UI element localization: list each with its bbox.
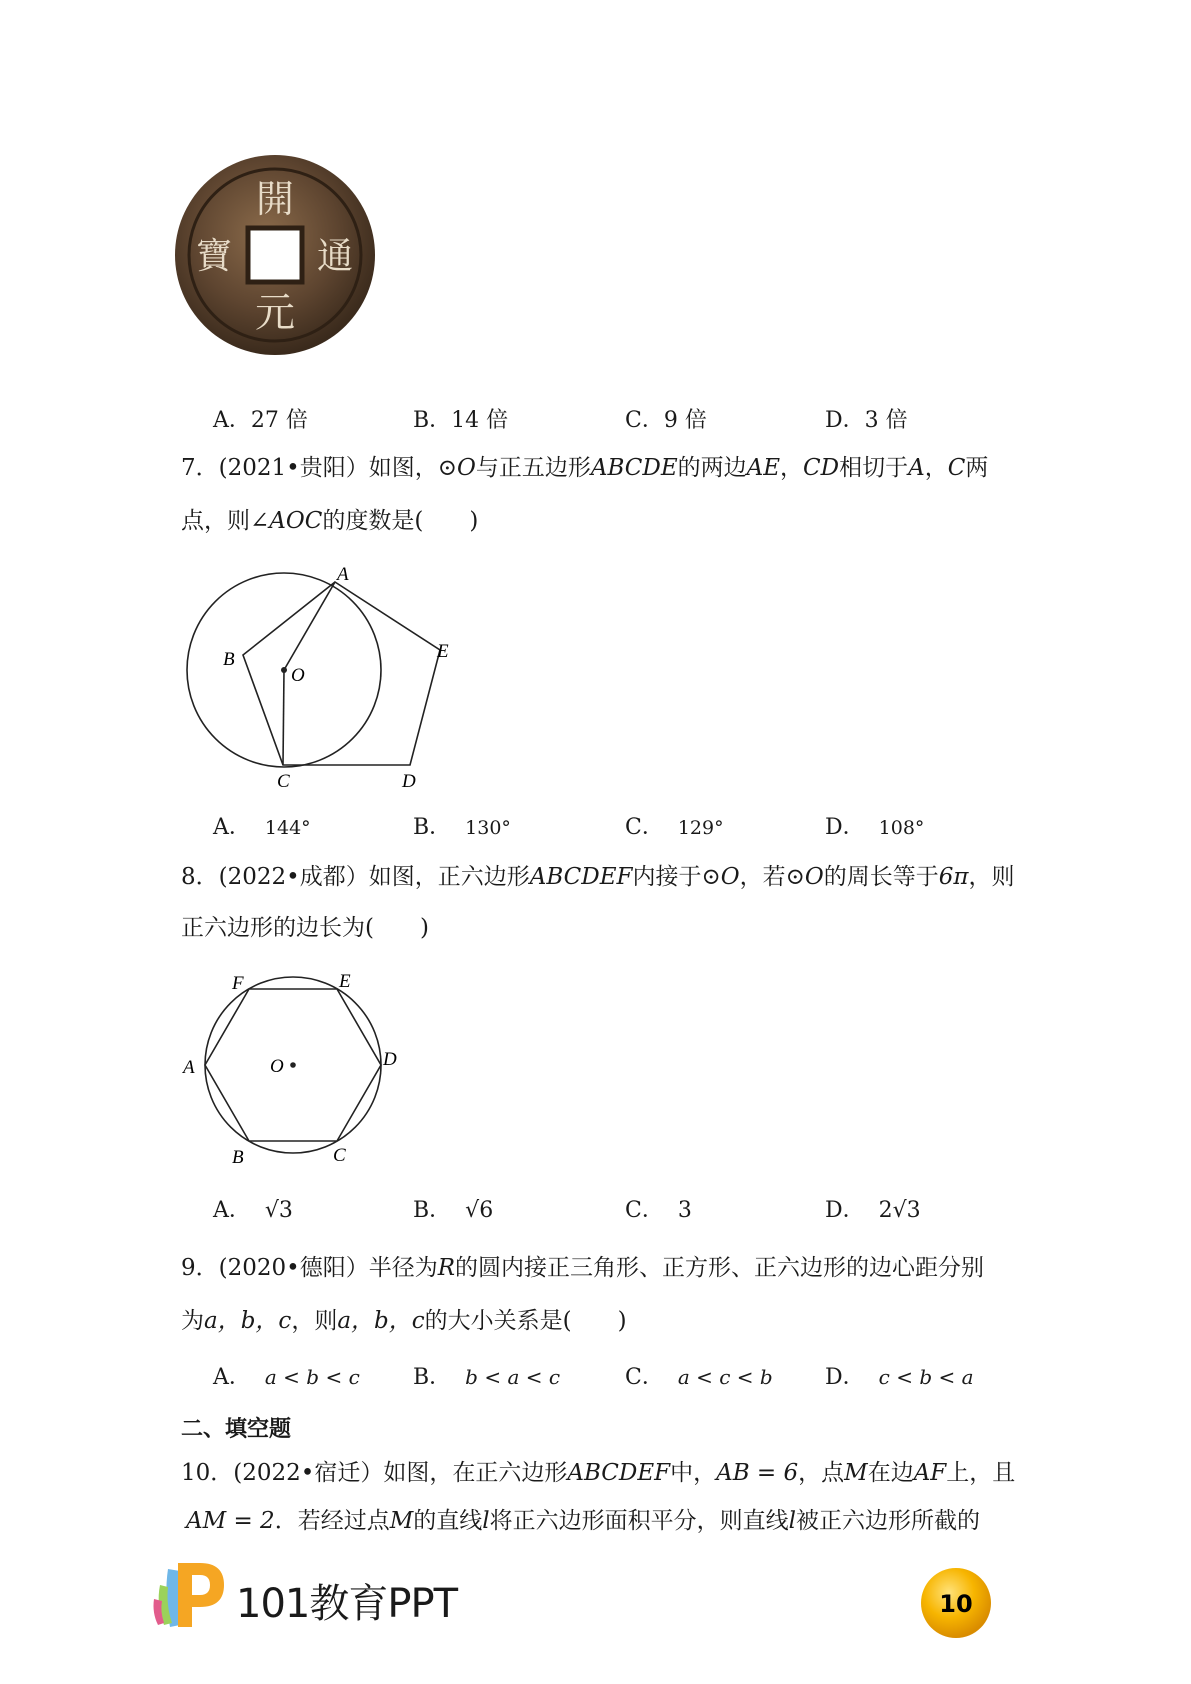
- page-number: 10: [939, 1590, 973, 1618]
- q7-pt-a: A: [908, 455, 925, 481]
- q6-option-b: B．14 倍: [413, 408, 509, 433]
- q7-pentagon-shape: [243, 582, 440, 765]
- q9-option-b: B． b < a < c: [413, 1365, 561, 1390]
- q9-option-d: D． c < b < a: [825, 1365, 974, 1390]
- coin-char-top: 開: [255, 177, 295, 221]
- q7-label-d: D: [402, 771, 416, 792]
- q7-two: 两: [965, 455, 989, 481]
- q8-option-b: B． √6: [413, 1198, 494, 1223]
- section-heading-fill-blank: 二、填空题: [181, 1417, 292, 1442]
- q8-label-o: O: [270, 1056, 284, 1077]
- q7-mid2: 的两边: [677, 455, 747, 481]
- q7-comma2: ，: [924, 455, 948, 481]
- q7-figure: [180, 555, 470, 795]
- q8-label-c: C: [333, 1145, 346, 1166]
- q9-option-a: A． a < b < c: [213, 1365, 360, 1390]
- coin-image: [170, 150, 380, 360]
- q7-pt-c: C: [947, 455, 966, 481]
- q7-comma: ，: [780, 455, 804, 481]
- q8-figure: [180, 965, 410, 1175]
- q7-label-a: A: [337, 564, 349, 585]
- q9-option-c: C． a < c < b: [625, 1365, 773, 1390]
- q7-tangent: 相切于: [839, 455, 909, 481]
- q10-line1: 10．(2022•宿迁）如图，在正六边形ABCDEF中，AB = 6，点M在边AF上，且: [181, 1460, 1016, 1486]
- q7-option-a: A． 144°: [213, 815, 311, 840]
- q6-option-d: D．3 倍: [825, 408, 908, 433]
- coin-char-right: 通: [316, 236, 354, 277]
- q6-option-a: A．27 倍: [213, 408, 308, 433]
- q7-line2-suffix: 的度数是( ): [322, 508, 479, 534]
- q7-option-c: C． 129°: [625, 815, 724, 840]
- q7-prefix: 7．(2021•贵阳）如图，: [181, 455, 438, 481]
- q7-angle: ∠AOC: [250, 508, 323, 534]
- q7-pentagon: ABCDE: [590, 455, 678, 481]
- q8-label-d: D: [383, 1049, 397, 1070]
- q8-line1: 8．(2022•成都）如图，正六边形ABCDEF内接于⊙O，若⊙O的周长等于6π，则: [181, 864, 1015, 890]
- q8-line2: 正六边形的边长为( ): [181, 915, 429, 941]
- q7-label-e: E: [437, 641, 449, 662]
- q7-label-o: O: [291, 665, 305, 686]
- q8-label-e: E: [339, 971, 351, 992]
- q9-line1: 9．(2020•德阳）半径为R的圆内接正三角形、正方形、正六边形的边心距分别: [181, 1255, 985, 1281]
- q9-line2: 为a，b，c，则a，b，c的大小关系是( ): [181, 1308, 627, 1334]
- q8-label-b: B: [232, 1147, 244, 1168]
- coin-char-left: 寶: [195, 236, 233, 277]
- q7-center-dot: [281, 667, 287, 673]
- q7-line1: [181, 457, 988, 480]
- q6-option-c: C．9 倍: [625, 408, 707, 433]
- q10-line2: AM = 2．若经过点M的直线l将正六边形面积平分，则直线l被正六边形所截的: [186, 1508, 980, 1534]
- q8-option-a: A． √3: [213, 1198, 293, 1223]
- q8-center-dot: [290, 1062, 296, 1068]
- q8-option-c: C． 3: [625, 1198, 692, 1223]
- q7-segment-oa: [284, 582, 335, 670]
- q7-circle-o: ⊙O: [437, 455, 476, 481]
- q7-mid: 与正五边形: [475, 455, 591, 481]
- q7-cd: CD: [803, 455, 840, 481]
- q7-label-b: B: [223, 649, 235, 670]
- page-number-badge: [918, 1565, 994, 1641]
- coin-char-bottom: 元: [255, 290, 295, 336]
- q7-label-c: C: [277, 771, 290, 792]
- q8-label-f: F: [232, 973, 244, 994]
- q8-label-a: A: [183, 1057, 195, 1078]
- q7-line2: [181, 510, 478, 533]
- q7-option-d: D． 108°: [825, 815, 925, 840]
- brand-name: 101教育PPT: [236, 1581, 458, 1627]
- q7-line2-prefix: 点，则: [181, 508, 250, 534]
- brand-logo-icon: [150, 1555, 230, 1633]
- q7-option-b: B． 130°: [413, 815, 511, 840]
- q7-segment-oc: [283, 670, 284, 765]
- q8-option-d: D． 2√3: [825, 1198, 921, 1223]
- q7-ae: AE: [746, 455, 781, 481]
